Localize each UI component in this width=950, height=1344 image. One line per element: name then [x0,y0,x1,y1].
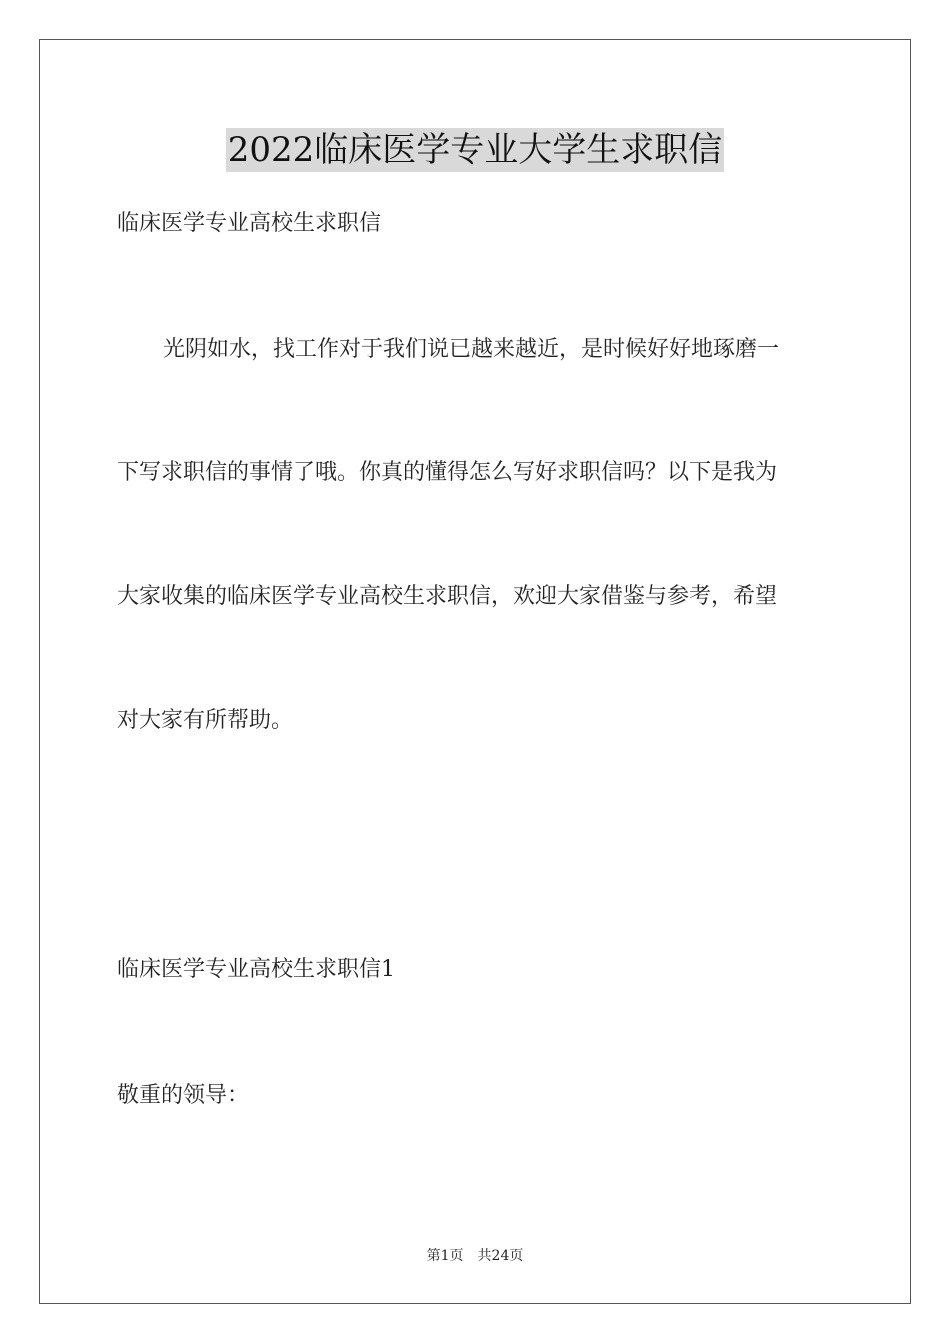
paragraph-line: 对大家有所帮助。 [117,708,294,733]
document-title: 2022临床医学专业大学生求职信 [227,130,723,170]
salutation: 敬重的领导： [117,1083,250,1108]
section-heading: 临床医学专业高校生求职信1 [117,957,395,982]
page-number: 第1页 [426,1248,464,1264]
paragraph-line: 大家收集的临床医学专业高校生求职信，欢迎大家借鉴与参考，希望 [117,584,778,609]
paragraph-line: 下写求职信的事情了哦。你真的懂得怎么写好求职信吗？以下是我为 [117,460,778,485]
title-wrap [0,128,950,172]
paragraph-line: 光阴如水，找工作对于我们说已越来越近，是时候好好地琢磨一 [163,337,780,362]
page-total: 共24页 [477,1248,524,1264]
page-footer [0,1246,950,1266]
document-subtitle: 临床医学专业高校生求职信 [117,211,382,236]
